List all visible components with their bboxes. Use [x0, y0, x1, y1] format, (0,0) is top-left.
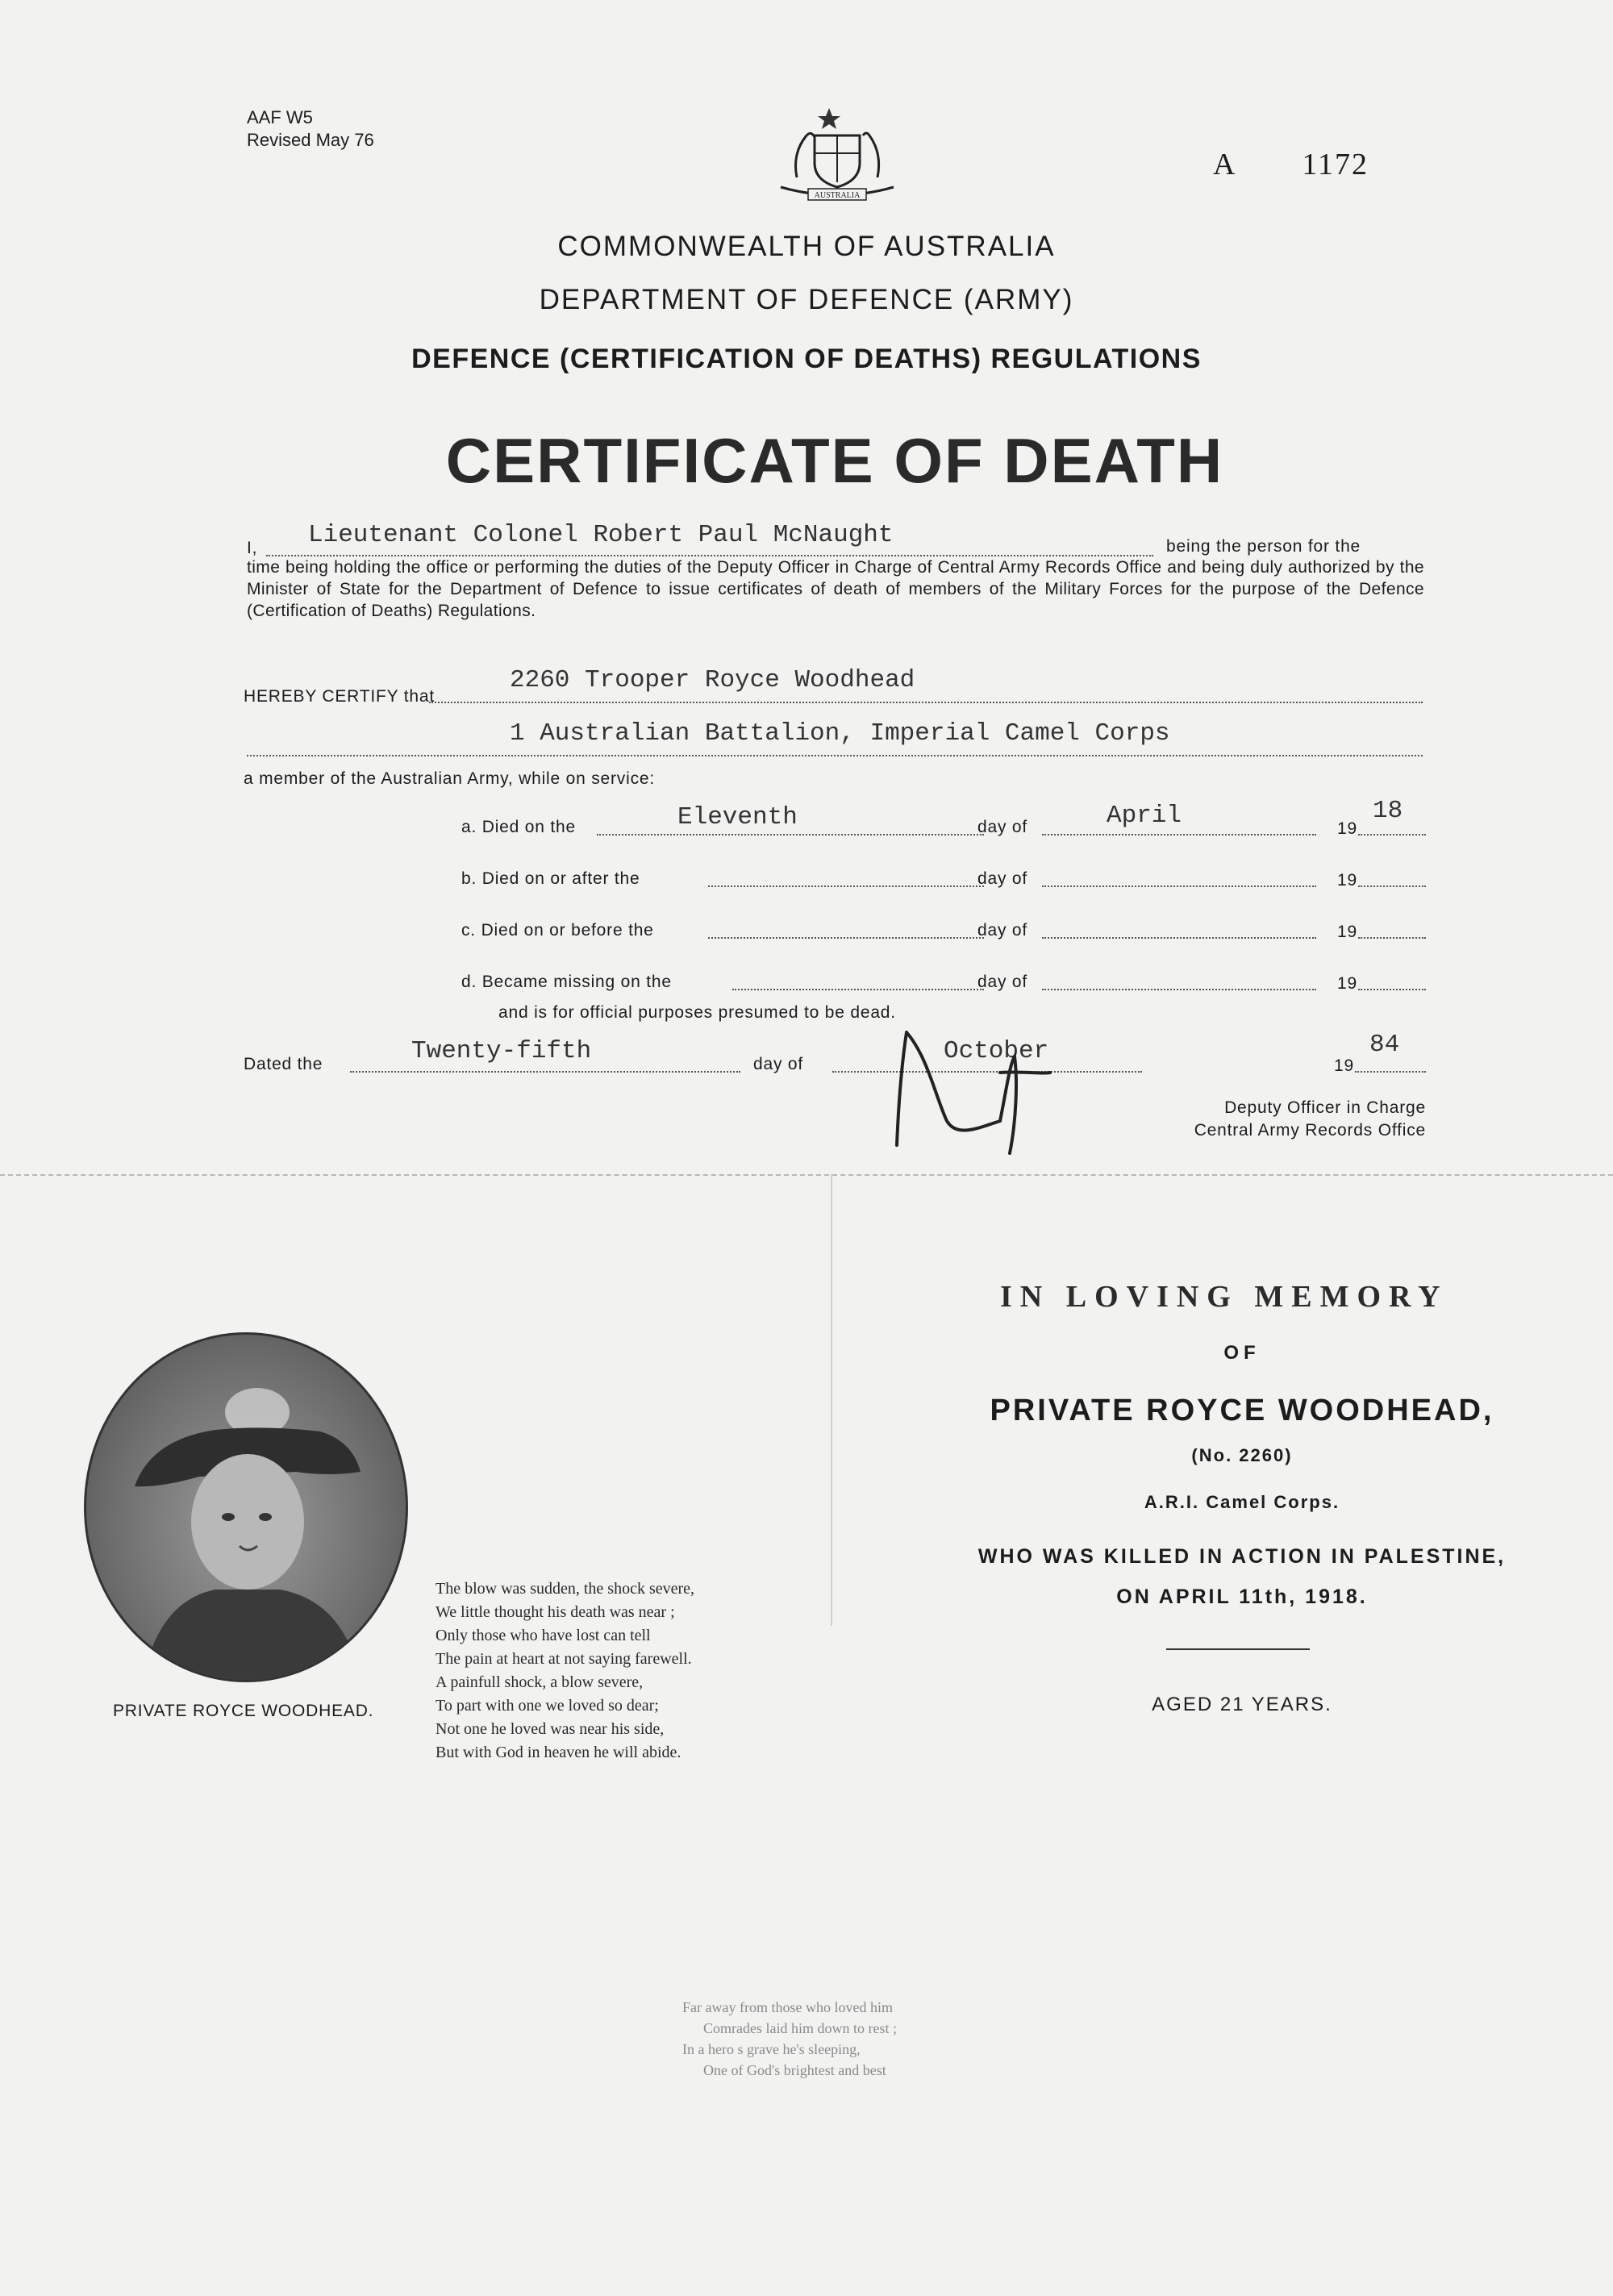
form-code-block	[247, 106, 374, 152]
faint-poem-line: One of God's brightest and best	[703, 2062, 886, 2078]
poem-line: But with God in heaven he will abide.	[436, 1744, 681, 1761]
century-label: 19	[1337, 974, 1357, 993]
dated-row	[244, 1031, 1426, 1076]
option-label: a. Died on the	[461, 818, 576, 836]
memorial-line-1: WHO WAS KILLED IN ACTION IN PALESTINE,	[977, 1545, 1507, 1568]
memorial-unit: A.R.I. Camel Corps.	[1144, 1492, 1340, 1512]
poem-line: A painfull shock, a blow severe,	[436, 1673, 644, 1691]
member-name: 2260 Trooper Royce Woodhead	[510, 666, 915, 694]
faint-poem-line: Comrades laid him down to rest ;	[703, 2020, 897, 2036]
memorial-poem	[436, 1577, 806, 1765]
heading-department: DEPARTMENT OF DEFENCE (ARMY)	[539, 284, 1074, 315]
signature-icon	[879, 1024, 1057, 1169]
option-row	[461, 910, 1426, 942]
signatory-title	[1095, 1097, 1426, 1142]
faint-poem-line: In a hero s grave he's sleeping,	[682, 2041, 861, 2057]
unit-field	[247, 719, 1423, 756]
poem-line: The blow was sudden, the shock severe,	[436, 1580, 695, 1598]
day-of-label: day of	[977, 921, 1028, 940]
certifier-name-field	[266, 521, 1153, 556]
form-revised: Revised May 76	[247, 130, 374, 150]
century-label: 19	[1337, 819, 1357, 838]
certifier-prefix: I,	[247, 539, 258, 557]
page-title: CERTIFICATE OF DEATH	[445, 425, 1224, 496]
vertical-fold-line	[831, 1174, 832, 1626]
faint-poem	[682, 1997, 1086, 2081]
memorial-name: PRIVATE ROYCE WOODHEAD,	[990, 1394, 1494, 1427]
certifier-paragraph: time being holding the office or performing the duties of the Deputy Officer in Charge of Central Army Records Office and being duly authorized by the Minister of State for the Department of Defence to issue certificates of death of members of the Military Forces for the purpose of the Defence (Certification of Deaths) Regulations.	[247, 558, 1424, 620]
dated-label: Dated the	[244, 1055, 323, 1073]
presumed-note: and is for official purposes presumed to be dead.	[498, 1003, 896, 1022]
member-note: a member of the Australian Army, while on service:	[244, 769, 655, 788]
poem-line: To part with one we loved so dear;	[436, 1697, 659, 1715]
soldier-silhouette-icon	[86, 1335, 406, 1680]
day-of-label: day of	[977, 973, 1028, 991]
certifier-suffix: being the person for the	[1166, 537, 1361, 556]
memorial-age: AGED 21 YEARS.	[1152, 1694, 1332, 1715]
option-day: Eleventh	[677, 803, 798, 831]
signatory-line-1: Deputy Officer in Charge	[1224, 1098, 1426, 1117]
member-field	[429, 666, 1423, 703]
option-row	[461, 797, 1426, 839]
option-label: c. Died on or before the	[461, 921, 654, 940]
unit-name: 1 Australian Battalion, Imperial Camel Corps	[510, 719, 1170, 748]
dated-day: Twenty-fifth	[411, 1037, 592, 1065]
svg-text:AUSTRALIA: AUSTRALIA	[814, 191, 861, 200]
photo-caption: PRIVATE ROYCE WOODHEAD.	[113, 1702, 374, 1720]
memorial-number: (No. 2260)	[1191, 1445, 1293, 1465]
memorial-divider	[1166, 1648, 1310, 1650]
poem-line: Not one he loved was near his side,	[436, 1720, 665, 1738]
option-year: 18	[1373, 797, 1403, 825]
poem-line: Only those who have lost can tell	[436, 1627, 651, 1644]
serial-number	[1213, 147, 1369, 182]
option-month: April	[1107, 802, 1182, 830]
form-code: AAF W5	[247, 107, 313, 127]
option-label: b. Died on or after the	[461, 869, 640, 888]
heading-commonwealth: COMMONWEALTH OF AUSTRALIA	[557, 231, 1056, 262]
heading-regulations: DEFENCE (CERTIFICATION OF DEATHS) REGULATIONS	[411, 344, 1202, 374]
memorial-of: OF	[1223, 1342, 1261, 1364]
signatory-line-2: Central Army Records Office	[1194, 1121, 1426, 1140]
day-of-label: day of	[977, 818, 1028, 836]
dated-year: 84	[1369, 1031, 1400, 1059]
memorial-heading: IN LOVING MEMORY	[1000, 1280, 1448, 1314]
option-label: d. Became missing on the	[461, 973, 672, 991]
certifier-name: Lieutenant Colonel Robert Paul McNaught	[308, 521, 894, 549]
fold-line	[0, 1174, 1613, 1176]
century-label: 19	[1337, 871, 1357, 890]
poem-line: The pain at heart at not saying farewell.	[436, 1650, 692, 1668]
coat-of-arms-icon	[765, 103, 910, 203]
poem-line: We little thought his death was near ;	[436, 1603, 675, 1621]
option-row	[461, 961, 1426, 994]
serial-digits: 1172	[1302, 148, 1369, 181]
serial-prefix: A	[1213, 148, 1236, 181]
certify-label: HEREBY CERTIFY that	[244, 687, 435, 706]
soldier-portrait	[84, 1332, 408, 1682]
day-of-label: day of	[977, 869, 1028, 888]
faint-poem-line: Far away from those who loved him	[682, 1999, 893, 2015]
option-row	[461, 858, 1426, 890]
dated-century: 19	[1334, 1056, 1354, 1075]
dated-month: October	[944, 1037, 1049, 1065]
memorial-line-2: ON APRIL 11th, 1918.	[1116, 1586, 1368, 1608]
dated-day-of: day of	[753, 1055, 804, 1073]
century-label: 19	[1337, 923, 1357, 941]
